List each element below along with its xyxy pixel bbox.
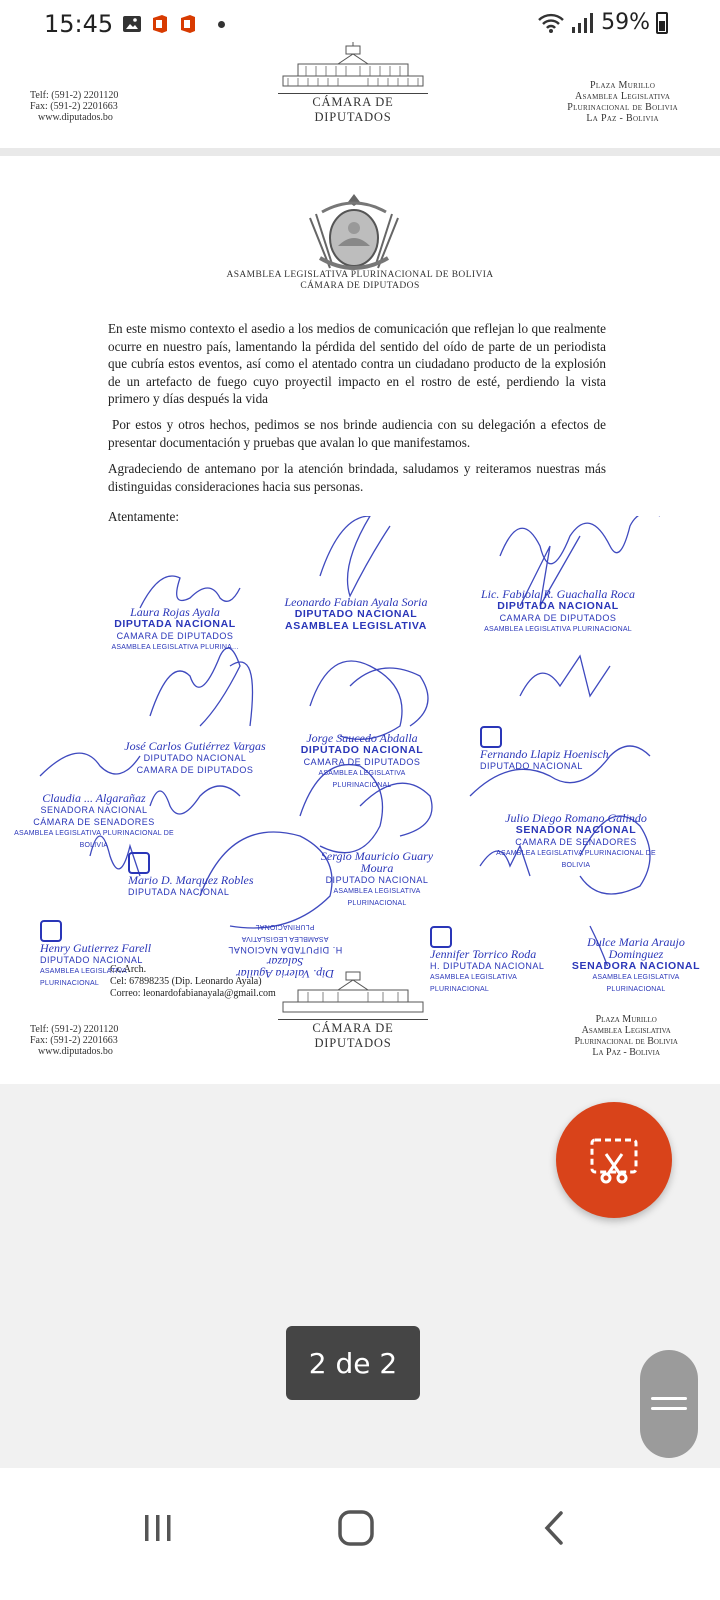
battery-percent: 59% [601, 10, 650, 35]
signature-7 [14, 792, 174, 852]
paragraph-3: Agradeciendo de antemano por la atención brindada, saludamos y reiteramos nuestras más distinguidas consideraciones hacia sus personas. [108, 461, 606, 494]
official-seal-icon [40, 920, 62, 942]
document-page[interactable] [0, 156, 720, 1084]
signer-title: H. DIPUTADA NACIONAL [430, 961, 545, 971]
signer-name: Dulce Maria Araujo Dominguez [587, 935, 685, 961]
signer-org: ASAMBLEA LEGISLATIVA PLURINACIONAL [592, 974, 680, 993]
signer-name: Laura Rojas Ayala [130, 605, 220, 619]
navigation-bar [0, 1468, 720, 1600]
congress-building-icon [278, 42, 428, 90]
address-line: La Paz - Bolivia [586, 113, 659, 124]
signer-org: ASAMBLEA LEGISLATIVA PLURINACIONAL [40, 968, 127, 987]
signer-org2: ASAMBLEA LEGISLATIVA PLURINACIONAL [484, 626, 632, 633]
signer-title: SENADORA NACIONAL [571, 960, 701, 972]
signal-icon [571, 12, 595, 34]
signer-org2: ASAMBLEA LEGISLATIVA PLURINACIONAL DE BOLIVIA [14, 830, 174, 849]
screenshot-fab-button[interactable] [556, 1102, 672, 1218]
office-icon [150, 14, 170, 34]
signer-org: ASAMBLEA LEGISLATIVA PLURINACIONAL [430, 974, 517, 993]
signer-org2: ASAMBLEA LEGISLATIVA PLURINACIONAL [318, 770, 406, 789]
signer-org: ASAMBLEA LEGISLATIVA PLURINACIONAL [333, 888, 421, 907]
signer-title: DIPUTADA NACIONAL [497, 600, 619, 612]
signature-3 [478, 588, 638, 636]
official-seal-icon [480, 726, 502, 748]
signer-title: SENADORA NACIONAL [40, 805, 148, 815]
signer-org: CÁMARA DE SENADORES [33, 817, 155, 827]
more-notifications-dot [218, 21, 225, 28]
signer-title: DIPUTADO NACIONAL [294, 608, 418, 620]
signer-name: Julio Diego Romano Galindo [505, 811, 647, 825]
address-line: Asamblea Legislativa [575, 91, 671, 102]
signer-org: ASAMBLEA LEGISLATIVA [285, 620, 427, 632]
page-separator [0, 148, 720, 156]
header-address [567, 80, 678, 124]
page-counter: 2 de 2 [286, 1326, 420, 1400]
signature-8 [128, 852, 258, 898]
header-phone: Telf: (591-2) 2201120 [30, 90, 119, 101]
signer-title: H. DIPUTADA NACIONAL [227, 945, 343, 955]
signer-title: DIPUTADO NACIONAL [480, 761, 583, 771]
address-line: La Paz - Bolivia [592, 1047, 661, 1058]
screenshot-scissors-icon [586, 1132, 642, 1188]
signer-title: DIPUTADO NACIONAL [40, 955, 143, 965]
address-line: Plurinacional de Bolivia [567, 102, 678, 113]
signer-name: Jorge Saucedo Abdalla [306, 731, 418, 745]
signer-org: ASAMBLEA LEGISLATIVA PLURINACIONAL [241, 923, 329, 942]
signature-2 [276, 596, 436, 632]
cc-block [110, 964, 276, 1000]
home-icon [337, 1509, 375, 1547]
signer-title: DIPUTADA NACIONAL [128, 887, 230, 897]
drag-handle-icon [651, 1394, 687, 1414]
address-line: Asamblea Legislativa [581, 1025, 671, 1036]
signer-name: José Carlos Gutiérrez Vargas [124, 739, 266, 753]
footer-institution [278, 968, 428, 1051]
address-line: Plaza Murillo [595, 1014, 657, 1025]
header-contact [30, 90, 118, 123]
signature-4 [120, 740, 270, 776]
signature-13 [430, 926, 560, 996]
cc-phone: Cel: 67898235 (Dip. Leonardo Ayala) [110, 976, 262, 987]
footer-web: www.diputados.bo [38, 1046, 113, 1057]
system-indicators [537, 10, 668, 35]
signer-name: Dip. Valeria Aguilar Salazar [235, 955, 335, 981]
letterhead-line1: ASAMBLEA LEGISLATIVA PLURINACIONAL DE BOLIVIA [226, 270, 494, 280]
footer-phone: Telf: (591-2) 2201120 [30, 1024, 119, 1035]
signer-name: Sergio Mauricio Guary Moura [320, 849, 434, 875]
signature-9 [312, 850, 442, 910]
cc-archive: Cc.Arch. [110, 964, 147, 975]
recents-button[interactable] [128, 1498, 188, 1558]
back-icon [539, 1510, 569, 1546]
address-line: Plaza Murillo [590, 80, 656, 91]
gallery-icon [122, 14, 142, 34]
address-line: Plurinacional de Bolivia [574, 1036, 678, 1047]
closing: Atentamente: [108, 509, 180, 524]
signature-10 [496, 812, 656, 872]
footer-contact [30, 1024, 118, 1057]
footer-address [574, 1014, 678, 1058]
fast-scroll-handle[interactable] [640, 1350, 698, 1458]
signer-name: Jennifer Torrico Roda [430, 947, 537, 961]
signer-org: CAMARA DE DIPUTADOS [303, 757, 421, 767]
signer-name: Claudia ... Algarañaz [42, 791, 146, 805]
bolivia-coat-of-arms-icon [302, 188, 406, 278]
signer-org2: ASAMBLEA LEGISLATIVA PLURINA... [111, 644, 239, 651]
signer-name: Fernando Llapiz Hoenisch [480, 747, 609, 761]
signer-title: DIPUTADO NACIONAL [325, 875, 429, 885]
signer-name: Mario D. Marquez Robles [128, 873, 254, 887]
official-seal-icon [128, 852, 150, 874]
cc-email: Correo: leonardofabianayala@gmail.com [110, 988, 276, 999]
header-web: www.diputados.bo [38, 112, 113, 123]
signer-title: DIPUTADO NACIONAL [143, 753, 247, 763]
header-institution [278, 42, 428, 125]
signature-5 [292, 732, 432, 792]
paragraph-1: En este mismo contexto el asedio a los medios de comunicación que reflejan lo que realmente ocurre en nuestro país, lamentando la pérdida del sentido del oído de parte de un periodista que cubría estos eventos, así como el atentado contra un ciudadano producto de la explosión de un artefacto de fuego cuyo proyectil impacto en el rostro de esté, perdiendo la vista primero y días después la vida [108, 321, 606, 406]
signature-1 [110, 606, 240, 654]
congress-building-icon [278, 968, 428, 1016]
previous-page-fragment [0, 50, 720, 148]
footer-fax: Fax: (591-2) 2201663 [30, 1035, 118, 1046]
paragraph-2: Por estos y otros hechos, pedimos se nos brinde audiencia con su delegación a efectos de presentar documentación y pruebas que avalan lo que manifestamos. [108, 417, 606, 450]
wifi-icon [537, 12, 565, 34]
signature-6 [480, 726, 630, 772]
signer-title: DIPUTADO NACIONAL [300, 744, 424, 756]
signer-name: Leonardo Fabian Ayala Soria [284, 595, 428, 609]
official-seal-icon [430, 926, 452, 948]
signer-name: Lic. Fabiola R. Guachalla Roca [481, 587, 635, 601]
battery-icon [656, 12, 668, 34]
header-camara: CÁMARA DE DIPUTADOS [278, 93, 428, 125]
letterhead-line2: CÁMARA DE DIPUTADOS [300, 281, 420, 291]
footer-camara: CÁMARA DE DIPUTADOS [278, 1019, 428, 1051]
signature-14 [566, 936, 706, 996]
signer-org: CAMARA DE DIPUTADOS [499, 613, 617, 623]
header-fax: Fax: (591-2) 2201663 [30, 101, 118, 112]
office-icon [178, 14, 198, 34]
signer-org2: ASAMBLEA LEGISLATIVA PLURINACIONAL DE BOLIVIA [496, 850, 656, 869]
back-button[interactable] [524, 1498, 584, 1558]
signer-org: CAMARA DE SENADORES [515, 837, 637, 847]
recents-icon [141, 1511, 175, 1545]
signer-org: CAMARA DE DIPUTADOS [136, 765, 254, 775]
status-time: 15:45 [44, 10, 114, 38]
signer-title: DIPUTADA NACIONAL [114, 618, 236, 630]
signer-name: Henry Gutierrez Farell [40, 941, 152, 955]
home-button[interactable] [326, 1498, 386, 1558]
signer-title: SENADOR NACIONAL [515, 824, 637, 836]
notification-icons [122, 14, 225, 34]
signer-org: CAMARA DE DIPUTADOS [116, 631, 234, 641]
